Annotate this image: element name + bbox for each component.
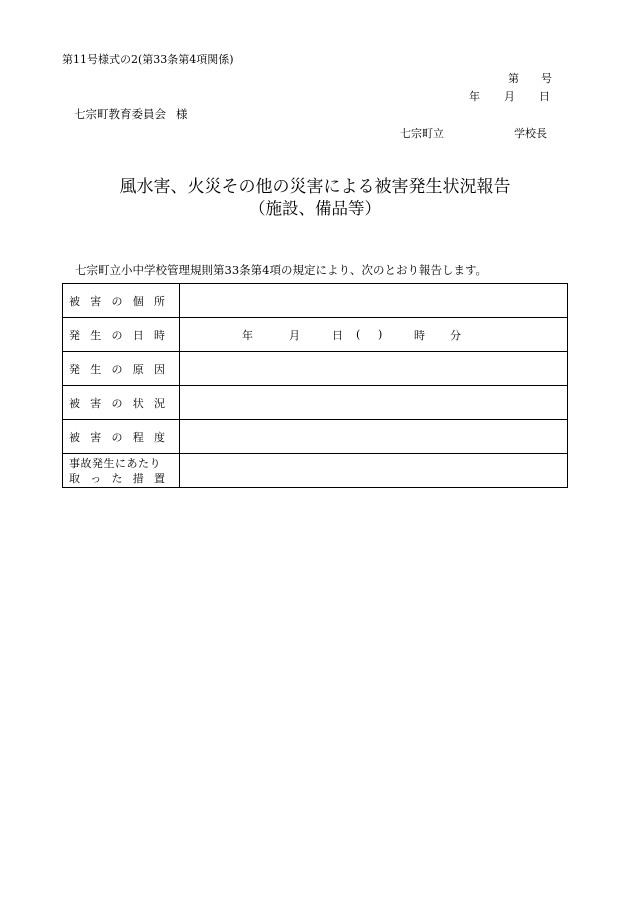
dt-minute: 分 [450,328,461,342]
dt-day: 日 [332,328,343,342]
table-row [63,284,568,318]
intro-text: 七宗町立小中学校管理規則第33条第4項の規定により、次のとおり報告します。 [75,263,488,277]
value-cause[interactable] [180,352,568,386]
date-day: 日 [539,90,550,103]
document-title: 風水害、火災その他の災害による被害発生状況報告 [119,177,511,197]
table-row [63,318,568,352]
label-char: 害 [90,294,102,308]
document-number-line [508,70,552,86]
label-char: 被 [69,396,80,410]
dt-paren-close: ) [378,328,383,341]
label-char: 況 [154,396,165,410]
sender [400,125,547,141]
label-char: 生 [90,328,102,342]
addressee-honorific: 様 [176,107,188,121]
addressee [74,106,188,122]
row-label-damage-location [63,284,180,318]
dt-hour: 時 [414,328,425,342]
label-char: の [111,430,123,444]
report-table [62,283,568,488]
label-char: 度 [154,430,165,444]
label-char: 発 [69,328,80,342]
table-row [63,420,568,454]
label-char: の [111,328,123,342]
label-char: 程 [132,430,144,444]
label-char: 被 [69,430,80,444]
document-subtitle: （施設、備品等） [249,199,381,218]
row-label-damage-status [63,386,180,420]
label-char: 原 [132,362,144,376]
label-char: 因 [154,362,165,376]
report-date-line [469,88,550,104]
label-char: 個 [132,294,144,308]
row-label-measures-taken [63,454,180,488]
dt-year: 年 [242,328,253,342]
label-char: た [111,471,123,485]
label-char: 置 [154,471,165,485]
doc-number-go: 号 [541,72,552,85]
value-measures-taken[interactable] [180,454,568,488]
table-row [63,454,568,488]
label-line1: 事故発生にあたり [69,456,161,470]
label-char: 取 [69,471,80,485]
date-year: 年 [469,90,480,103]
value-damage-location[interactable] [180,284,568,318]
label-char: 害 [90,396,102,410]
label-char: の [111,362,123,376]
dt-month: 月 [289,328,300,342]
row-label-damage-extent [63,420,180,454]
doc-number-dai: 第 [508,72,519,85]
label-char: の [111,294,123,308]
value-damage-extent[interactable] [180,420,568,454]
form-number: 第11号様式の2(第33条第4項関係) [62,53,234,66]
dt-paren-open: ( [356,328,361,341]
label-char: 所 [154,294,165,308]
date-month: 月 [504,90,515,103]
sender-title: 学校長 [514,127,547,140]
label-char: 生 [90,362,102,376]
addressee-name: 七宗町教育委員会 [74,107,166,121]
value-occurrence-datetime[interactable] [180,318,568,352]
label-char: 日 [132,328,144,342]
value-damage-status[interactable] [180,386,568,420]
label-char: 被 [69,294,80,308]
table-row [63,352,568,386]
label-char: 発 [69,362,80,376]
table-row [63,386,568,420]
row-label-cause [63,352,180,386]
label-char: の [111,396,123,410]
label-line2 [69,471,165,486]
label-char: 害 [90,430,102,444]
label-char: っ [90,471,102,485]
label-char: 状 [132,396,144,410]
label-char: 措 [132,471,144,485]
row-label-occurrence-datetime [63,318,180,352]
label-char: 時 [154,328,165,342]
sender-town: 七宗町立 [400,127,444,140]
